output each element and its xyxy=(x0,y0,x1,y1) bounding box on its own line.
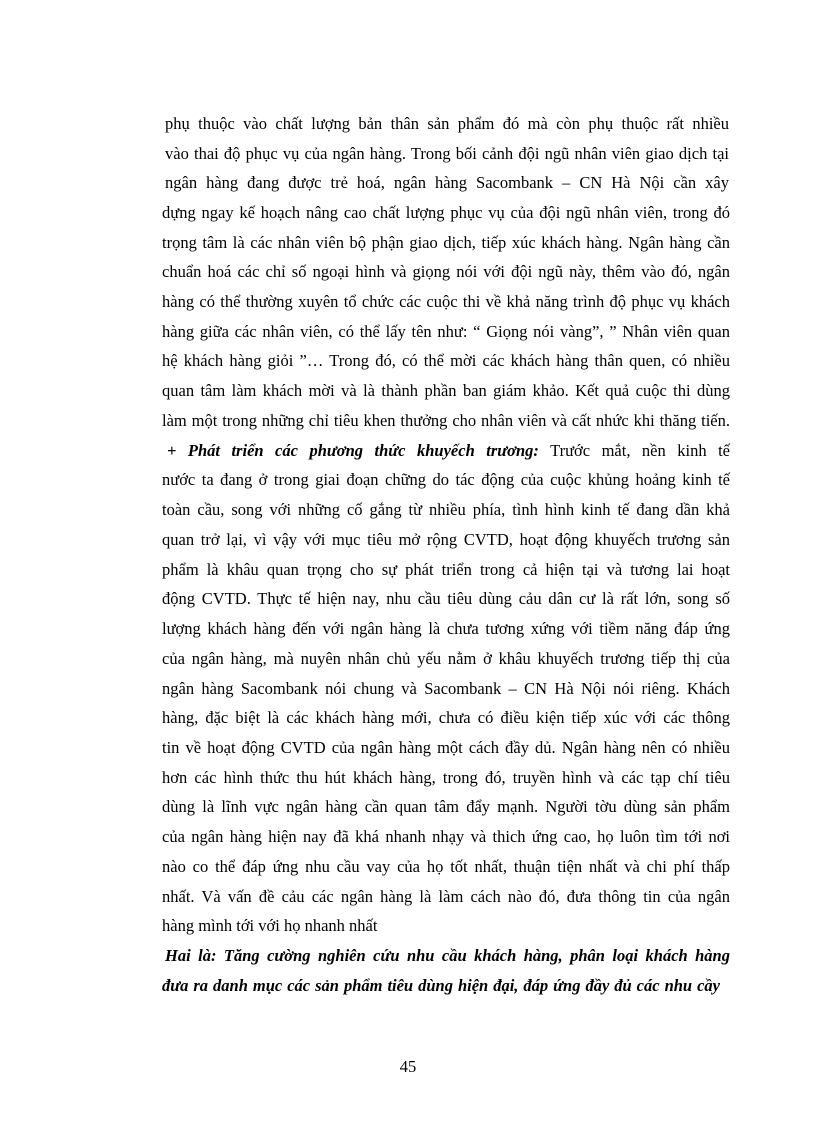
paragraph-line: ngân hàng Sacombank nói chung và Sacombank – CN Hà Nội nói riêng. Khách xyxy=(162,679,730,698)
paragraph-line: quan tâm làm khách mời và là thành phần ban giám khảo. Kết quả cuộc thi dùng xyxy=(162,381,730,400)
paragraph-line: nào co thể đáp ứng nhu cầu vay của họ tốt nhất, thuận tiện nhất và chi phí thấp xyxy=(162,857,730,876)
section-lead-heading: + Phát triển các phương thức khuyếch trương: xyxy=(167,441,539,460)
paragraph-line: của ngân hàng hiện nay đã khá nhanh nhạy và thich ứng cao, họ luôn tìm tới nơi xyxy=(162,827,730,846)
paragraph-line: nước ta đang ở trong giai đoạn chững do tác động của cuộc khủng hoảng kinh tế xyxy=(162,470,730,489)
page-number: 45 xyxy=(399,1057,417,1076)
paragraph-line: hàng có thể thường xuyên tổ chức các cuộc thi về khả năng trình độ phục vụ khách xyxy=(162,292,730,311)
paragraph-line: hệ khách hàng giỏi ”… Trong đó, có thể mời các khách hàng thân quen, có nhiều xyxy=(162,351,730,370)
section-lead-text: Trước mắt, nền kinh tế xyxy=(538,441,730,460)
paragraph-line: hàng, đặc biệt là các khách hàng mới, chưa có điều kiện tiếp xúc với các thông xyxy=(162,708,730,727)
paragraph-line-last: hàng mình tới với họ nhanh nhất xyxy=(162,916,378,935)
paragraph-line: tin về hoạt động CVTD của ngân hàng một cách đầy dủ. Ngân hàng nên có nhiều xyxy=(162,738,730,757)
paragraph-line: vào thai độ phục vụ của ngân hàng. Trong bối cảnh đội ngũ nhân viên giao dịch tại xyxy=(165,144,729,163)
paragraph-line: phụ thuộc vào chất lượng bản thân sản phẩm đó mà còn phụ thuộc rất nhiều xyxy=(165,114,729,133)
paragraph-line: phẩm là khâu quan trọng cho sự phát triển trong cả hiện tại và tương lai hoạt xyxy=(162,560,730,579)
paragraph-line: nhất. Và vấn đề cảu các ngân hàng là làm cách nào đó, đưa thông tin của ngân xyxy=(162,887,730,906)
paragraph-line: động CVTD. Thực tế hiện nay, nhu cầu tiêu dùng cảu dân cư là rất lớn, song số xyxy=(162,589,730,608)
paragraph-line: quan trở lại, vì vậy với mục tiêu mở rộng CVTD, hoạt động khuyếch trương sản xyxy=(162,530,730,549)
section-heading-line: Hai là: Tăng cường nghiên cứu nhu cầu khách hàng, phân loại khách hàng xyxy=(165,946,730,965)
paragraph-line: dựng ngay kế hoạch nâng cao chất lượng phục vụ của đội ngũ nhân viên, trong đó xyxy=(162,203,730,222)
section-heading-line: đưa ra danh mục các sản phẩm tiêu dùng hiện đại, đáp ứng đầy đủ các nhu cầy xyxy=(162,976,720,995)
paragraph-line: chuẩn hoá các chỉ số ngoại hình và giọng nói với đội ngũ này, thêm vào đó, ngân xyxy=(162,262,730,281)
paragraph-line: lượng khách hàng đến với ngân hàng là chưa tương xứng với tiềm năng đáp ứng xyxy=(162,619,730,638)
paragraph-line: toàn cầu, song với những cố gắng từ nhiều phía, tình hình kinh tế đang dần khả xyxy=(162,500,730,519)
paragraph-line: của ngân hàng, mà nuyên nhân chủ yếu nằm ở khâu khuyếch trương tiếp thị của xyxy=(162,649,730,668)
paragraph-line: hàng giữa các nhân viên, có thể lấy tên như: “ Giọng nói vàng”, ” Nhân viên quan xyxy=(162,322,730,341)
paragraph-line: dùng là lĩnh vực ngân hàng cần quan tâm đẩy mạnh. Người tờu dùng sản phẩm xyxy=(162,797,730,816)
paragraph-line: ngân hàng đang được trẻ hoá, ngân hàng Sacombank – CN Hà Nội cần xây xyxy=(165,173,729,192)
paragraph-line: trọng tâm là các nhân viên bộ phận giao dịch, tiếp xúc khách hàng. Ngân hàng cần xyxy=(162,233,730,252)
paragraph-line: hơn các hình thức thu hút khách hàng, trong đó, truyền hình và các tạp chí tiêu xyxy=(162,768,730,787)
paragraph-line: làm một trong những chỉ tiêu khen thưởng cho nhân viên và cất nhức khi thăng tiến. xyxy=(162,411,730,430)
section-lead-line xyxy=(167,441,730,461)
